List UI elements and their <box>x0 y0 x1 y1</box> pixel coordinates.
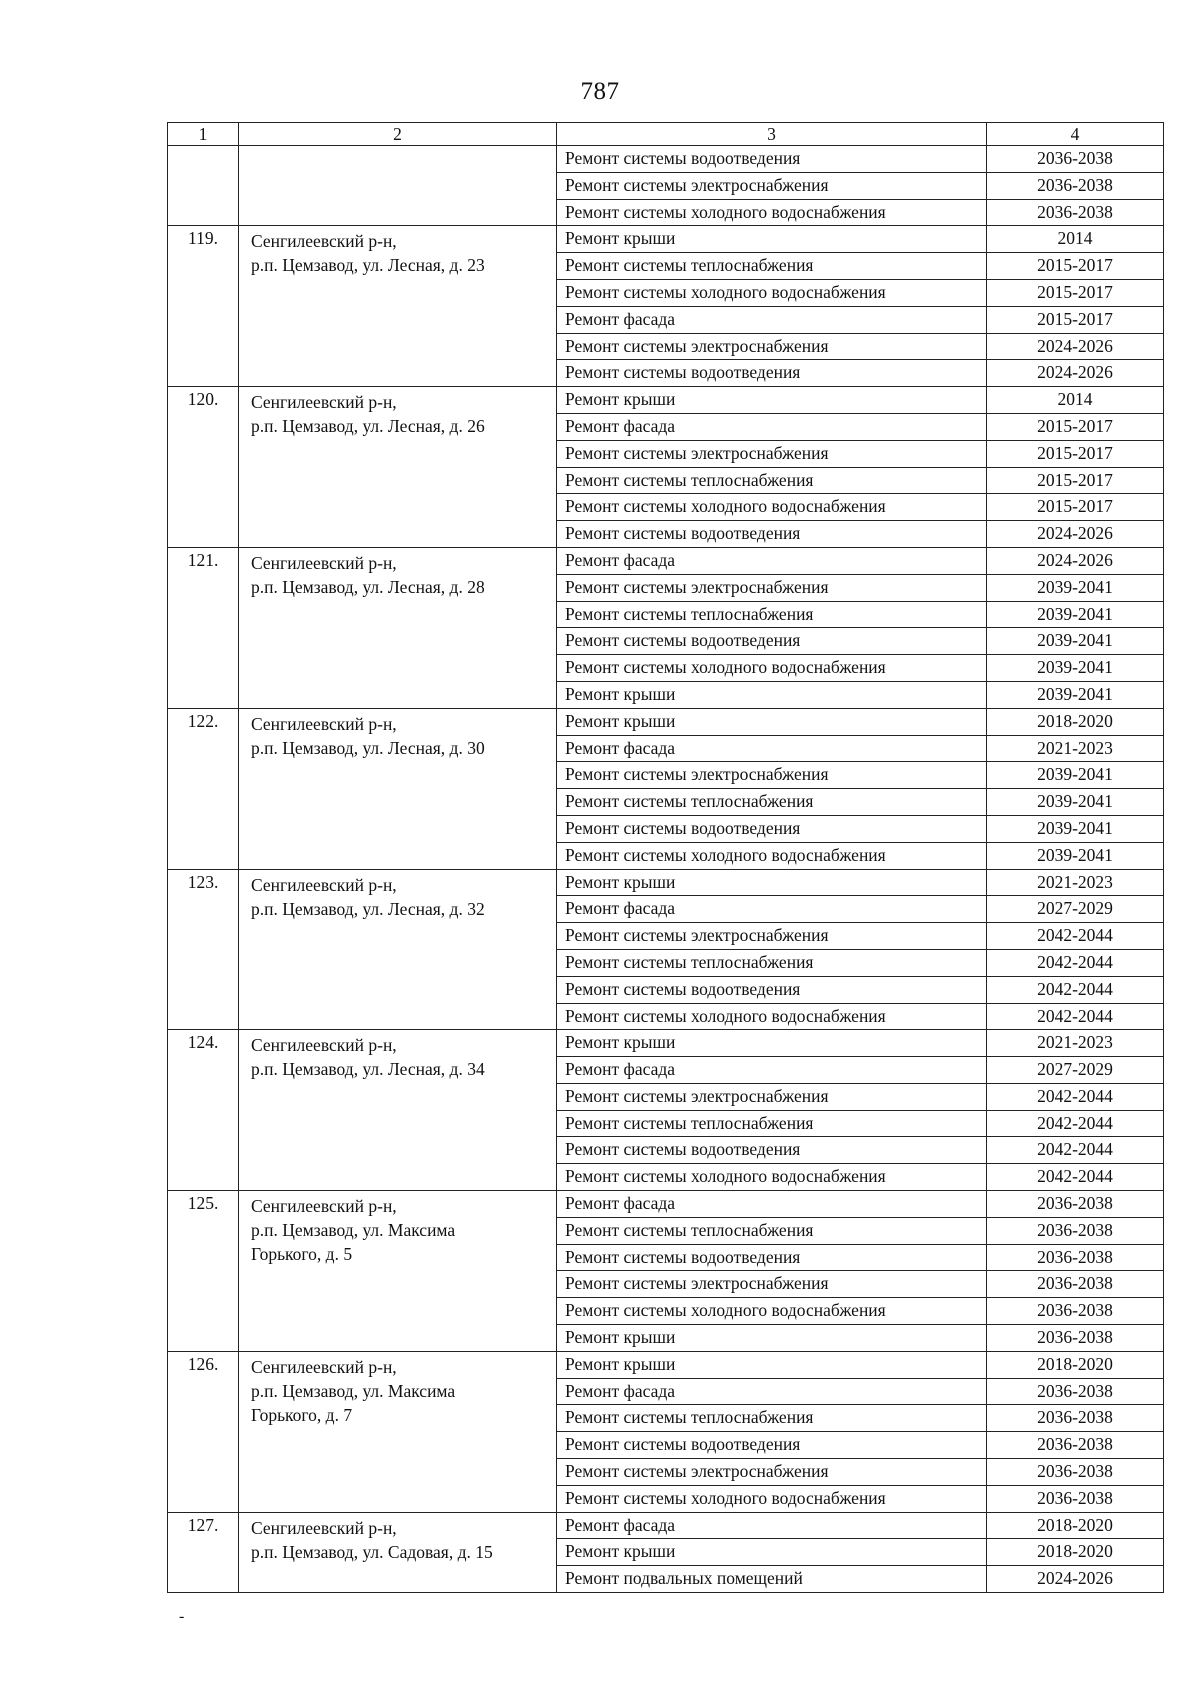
period-cell: 2036-2038 <box>987 1325 1164 1352</box>
repair-schedule-table <box>167 122 1164 1593</box>
address-cell <box>239 708 557 869</box>
work-type-cell: Ремонт фасада <box>557 896 987 923</box>
address-line: Сенгилеевский р-н, <box>251 1517 397 1538</box>
table-body <box>168 123 1164 1593</box>
continuation-row <box>168 146 1164 173</box>
address-line: Сенгилеевский р-н, <box>251 231 397 252</box>
work-type-cell: Ремонт фасада <box>557 547 987 574</box>
work-type-cell: Ремонт системы холодного водоснабжения <box>557 199 987 226</box>
period-cell: 2039-2041 <box>987 574 1164 601</box>
work-type-cell: Ремонт системы водоотведения <box>557 976 987 1003</box>
page-number: 787 <box>580 78 620 105</box>
work-type-cell: Ремонт системы водоотведения <box>557 815 987 842</box>
address-line: Сенгилеевский р-н, <box>251 874 397 895</box>
period-cell: 2021-2023 <box>987 1030 1164 1057</box>
address-line: р.п. Цемзавод, ул. Лесная, д. 26 <box>251 416 485 437</box>
work-type-cell: Ремонт подвальных помещений <box>557 1566 987 1593</box>
work-type-cell: Ремонт системы теплоснабжения <box>557 789 987 816</box>
work-type-cell: Ремонт системы теплоснабжения <box>557 949 987 976</box>
period-cell: 2039-2041 <box>987 681 1164 708</box>
address-line: Сенгилеевский р-н, <box>251 552 397 573</box>
period-cell: 2036-2038 <box>987 1459 1164 1486</box>
address-line: Сенгилеевский р-н, <box>251 1196 397 1217</box>
address-line: р.п. Цемзавод, ул. Лесная, д. 28 <box>251 576 485 597</box>
period-cell: 2021-2023 <box>987 735 1164 762</box>
period-cell: 2036-2038 <box>987 1432 1164 1459</box>
work-type-cell: Ремонт системы теплоснабжения <box>557 253 987 280</box>
work-type-cell: Ремонт системы электроснабжения <box>557 333 987 360</box>
period-cell: 2024-2026 <box>987 360 1164 387</box>
work-type-cell: Ремонт системы водоотведения <box>557 360 987 387</box>
work-type-cell: Ремонт системы холодного водоснабжения <box>557 1164 987 1191</box>
period-cell: 2018-2020 <box>987 1351 1164 1378</box>
entry-number: 127. <box>168 1512 239 1592</box>
address-line: р.п. Цемзавод, ул. Максима <box>251 1380 456 1401</box>
period-cell: 2036-2038 <box>987 172 1164 199</box>
address-line: р.п. Цемзавод, ул. Максима <box>251 1220 456 1241</box>
table-row <box>168 869 1164 896</box>
work-type-cell: Ремонт системы теплоснабжения <box>557 1217 987 1244</box>
period-cell: 2027-2029 <box>987 896 1164 923</box>
work-type-cell: Ремонт системы водоотведения <box>557 146 987 173</box>
work-type-cell: Ремонт крыши <box>557 387 987 414</box>
work-type-cell: Ремонт системы холодного водоснабжения <box>557 279 987 306</box>
period-cell: 2024-2026 <box>987 333 1164 360</box>
period-cell: 2018-2020 <box>987 708 1164 735</box>
period-cell: 2015-2017 <box>987 494 1164 521</box>
period-cell: 2036-2038 <box>987 199 1164 226</box>
period-cell: 2039-2041 <box>987 762 1164 789</box>
entry-number: 124. <box>168 1030 239 1191</box>
address-line: Сенгилеевский р-н, <box>251 713 397 734</box>
work-type-cell: Ремонт крыши <box>557 1030 987 1057</box>
table-row <box>168 387 1164 414</box>
work-type-cell: Ремонт системы теплоснабжения <box>557 1405 987 1432</box>
period-cell: 2015-2017 <box>987 413 1164 440</box>
work-type-cell: Ремонт системы электроснабжения <box>557 923 987 950</box>
work-type-cell: Ремонт системы холодного водоснабжения <box>557 494 987 521</box>
period-cell: 2036-2038 <box>987 1405 1164 1432</box>
work-type-cell: Ремонт крыши <box>557 226 987 253</box>
column-header-work: 3 <box>557 123 987 146</box>
period-cell: 2036-2038 <box>987 146 1164 173</box>
work-type-cell: Ремонт крыши <box>557 1351 987 1378</box>
period-cell: 2036-2038 <box>987 1217 1164 1244</box>
work-type-cell: Ремонт системы электроснабжения <box>557 1271 987 1298</box>
address-line: Горького, д. 5 <box>251 1244 353 1265</box>
address-cell <box>239 146 557 226</box>
work-type-cell: Ремонт фасада <box>557 306 987 333</box>
work-type-cell: Ремонт фасада <box>557 1057 987 1084</box>
stray-mark: - <box>179 1608 185 1625</box>
address-line: Сенгилеевский р-н, <box>251 1356 397 1377</box>
period-cell: 2042-2044 <box>987 1137 1164 1164</box>
period-cell: 2039-2041 <box>987 789 1164 816</box>
work-type-cell: Ремонт крыши <box>557 1539 987 1566</box>
work-type-cell: Ремонт системы водоотведения <box>557 1432 987 1459</box>
address-line: р.п. Цемзавод, ул. Садовая, д. 15 <box>251 1541 493 1562</box>
work-type-cell: Ремонт фасада <box>557 735 987 762</box>
address-line: Сенгилеевский р-н, <box>251 392 397 413</box>
work-type-cell: Ремонт фасада <box>557 1191 987 1218</box>
work-type-cell: Ремонт системы водоотведения <box>557 1244 987 1271</box>
period-cell: 2014 <box>987 226 1164 253</box>
table-row <box>168 1030 1164 1057</box>
entry-number: 119. <box>168 226 239 387</box>
work-type-cell: Ремонт системы теплоснабжения <box>557 467 987 494</box>
period-cell: 2042-2044 <box>987 1003 1164 1030</box>
period-cell: 2027-2029 <box>987 1057 1164 1084</box>
period-cell: 2024-2026 <box>987 1566 1164 1593</box>
period-cell: 2036-2038 <box>987 1378 1164 1405</box>
period-cell: 2036-2038 <box>987 1244 1164 1271</box>
work-type-cell: Ремонт системы электроснабжения <box>557 1083 987 1110</box>
table-row <box>168 1512 1164 1539</box>
table-row <box>168 1191 1164 1218</box>
address-cell <box>239 869 557 1030</box>
period-cell: 2036-2038 <box>987 1271 1164 1298</box>
period-cell: 2024-2026 <box>987 521 1164 548</box>
period-cell: 2015-2017 <box>987 253 1164 280</box>
period-cell: 2042-2044 <box>987 923 1164 950</box>
work-type-cell: Ремонт системы теплоснабжения <box>557 1110 987 1137</box>
address-line: р.п. Цемзавод, ул. Лесная, д. 34 <box>251 1059 485 1080</box>
table-row <box>168 708 1164 735</box>
period-cell: 2042-2044 <box>987 1164 1164 1191</box>
column-header-period: 4 <box>987 123 1164 146</box>
work-type-cell: Ремонт системы холодного водоснабжения <box>557 655 987 682</box>
work-type-cell: Ремонт крыши <box>557 708 987 735</box>
address-cell <box>239 1191 557 1352</box>
work-type-cell: Ремонт системы водоотведения <box>557 628 987 655</box>
entry-number: 121. <box>168 547 239 708</box>
address-line: р.п. Цемзавод, ул. Лесная, д. 23 <box>251 255 485 276</box>
work-type-cell: Ремонт системы холодного водоснабжения <box>557 1485 987 1512</box>
period-cell: 2024-2026 <box>987 547 1164 574</box>
period-cell: 2036-2038 <box>987 1298 1164 1325</box>
period-cell: 2014 <box>987 387 1164 414</box>
work-type-cell: Ремонт крыши <box>557 681 987 708</box>
table-row <box>168 1351 1164 1378</box>
work-type-cell: Ремонт системы электроснабжения <box>557 172 987 199</box>
work-type-cell: Ремонт системы водоотведения <box>557 1137 987 1164</box>
work-type-cell: Ремонт системы холодного водоснабжения <box>557 1003 987 1030</box>
address-line: р.п. Цемзавод, ул. Лесная, д. 32 <box>251 898 485 919</box>
address-line: Сенгилеевский р-н, <box>251 1035 397 1056</box>
work-type-cell: Ремонт системы электроснабжения <box>557 762 987 789</box>
work-type-cell: Ремонт системы холодного водоснабжения <box>557 1298 987 1325</box>
work-type-cell: Ремонт крыши <box>557 1325 987 1352</box>
period-cell: 2036-2038 <box>987 1191 1164 1218</box>
work-type-cell: Ремонт системы водоотведения <box>557 521 987 548</box>
work-type-cell: Ремонт фасада <box>557 1378 987 1405</box>
period-cell: 2039-2041 <box>987 842 1164 869</box>
period-cell: 2042-2044 <box>987 976 1164 1003</box>
period-cell: 2039-2041 <box>987 628 1164 655</box>
period-cell: 2021-2023 <box>987 869 1164 896</box>
period-cell: 2018-2020 <box>987 1512 1164 1539</box>
period-cell: 2018-2020 <box>987 1539 1164 1566</box>
period-cell: 2036-2038 <box>987 1485 1164 1512</box>
entry-number-cell <box>168 146 239 226</box>
address-cell <box>239 1512 557 1592</box>
address-cell <box>239 1351 557 1512</box>
work-type-cell: Ремонт фасада <box>557 1512 987 1539</box>
address-cell <box>239 387 557 548</box>
work-type-cell: Ремонт системы электроснабжения <box>557 574 987 601</box>
period-cell: 2039-2041 <box>987 655 1164 682</box>
period-cell: 2042-2044 <box>987 1110 1164 1137</box>
work-type-cell: Ремонт системы электроснабжения <box>557 1459 987 1486</box>
period-cell: 2039-2041 <box>987 815 1164 842</box>
table-row <box>168 226 1164 253</box>
column-header-address: 2 <box>239 123 557 146</box>
address-cell <box>239 1030 557 1191</box>
period-cell: 2015-2017 <box>987 467 1164 494</box>
entry-number: 126. <box>168 1351 239 1512</box>
entry-number: 122. <box>168 708 239 869</box>
entry-number: 120. <box>168 387 239 548</box>
period-cell: 2042-2044 <box>987 1083 1164 1110</box>
period-cell: 2015-2017 <box>987 279 1164 306</box>
column-header-number: 1 <box>168 123 239 146</box>
work-type-cell: Ремонт фасада <box>557 413 987 440</box>
address-cell <box>239 547 557 708</box>
column-header-row <box>168 123 1164 146</box>
work-type-cell: Ремонт системы холодного водоснабжения <box>557 842 987 869</box>
entry-number: 123. <box>168 869 239 1030</box>
work-type-cell: Ремонт системы электроснабжения <box>557 440 987 467</box>
period-cell: 2039-2041 <box>987 601 1164 628</box>
period-cell: 2015-2017 <box>987 306 1164 333</box>
work-type-cell: Ремонт крыши <box>557 869 987 896</box>
address-cell <box>239 226 557 387</box>
period-cell: 2042-2044 <box>987 949 1164 976</box>
entry-number: 125. <box>168 1191 239 1352</box>
table-row <box>168 547 1164 574</box>
period-cell: 2015-2017 <box>987 440 1164 467</box>
address-line: Горького, д. 7 <box>251 1404 353 1425</box>
address-line: р.п. Цемзавод, ул. Лесная, д. 30 <box>251 737 485 758</box>
work-type-cell: Ремонт системы теплоснабжения <box>557 601 987 628</box>
